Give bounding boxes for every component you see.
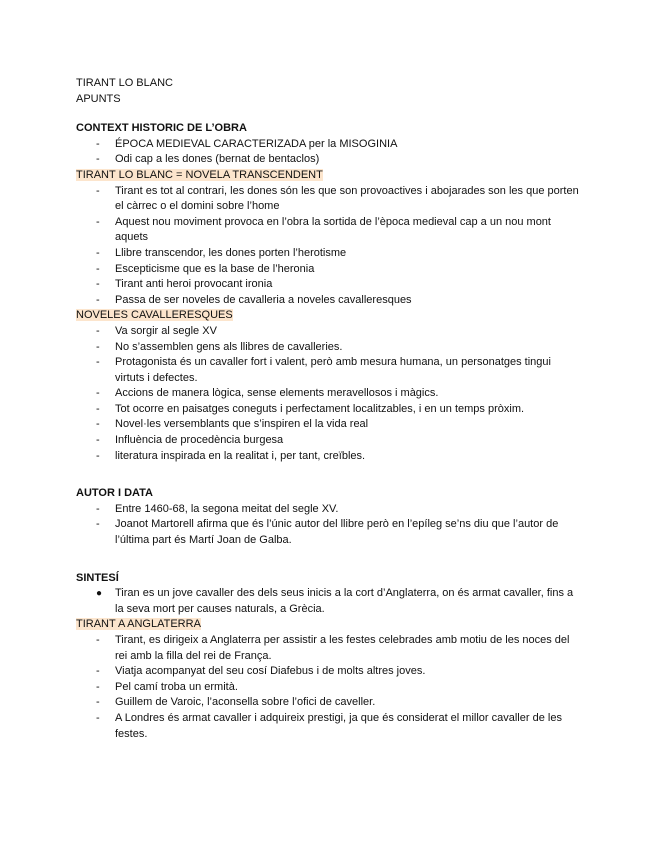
highlight-label-cavalleresques: NOVELES CAVALLERESQUES [76, 309, 233, 322]
dash-bullet-icon: - [96, 215, 100, 228]
dash-bullet-icon: - [96, 634, 100, 646]
list-item: - Pel camí troba un ermità. [76, 680, 581, 696]
list-context [76, 137, 581, 168]
list-autor [76, 502, 581, 549]
list-item: - Entre 1460-68, la segona meitat del segle XV. [76, 502, 581, 518]
list-cavalleresques [76, 324, 581, 464]
dash-bullet-icon: - [96, 434, 100, 447]
list-item: - Aquest nou moviment provoca en l’obra la sortida de l’època medieval cap a un nou mont aquets [96, 215, 551, 244]
section-heading-autor: AUTOR I DATA [76, 487, 153, 500]
list-anglaterra [76, 633, 581, 742]
spacer [76, 464, 581, 478]
list-item: - Novel·les versemblants que s’inspiren el la vida real [76, 417, 581, 433]
list-item: - A Londres és armat cavaller i adquireix prestigi, ja que és considerat el millor cavaller de les festes. [96, 711, 562, 740]
dash-bullet-icon: - [96, 711, 100, 724]
highlight-label-anglaterra: TIRANT A ANGLATERRA [76, 618, 201, 631]
list-item: - literatura inspirada en la realitat i, per tant, creïbles. [76, 449, 581, 465]
dash-bullet-icon: - [96, 184, 100, 197]
dash-bullet-icon: - [96, 449, 100, 462]
list-sintesi [76, 586, 581, 617]
document-body [76, 76, 581, 742]
dot-bullet-icon: ● [96, 588, 103, 600]
highlight-label-transcendent: TIRANT LO BLANC = NOVELA TRANSCENDENT [76, 168, 323, 181]
list-item: - Tirant, es dirigeix a Anglaterra per assistir a les festes celebrades amb motiu de les noces del rei amb la filla del rei de França. [96, 634, 570, 662]
section-heading-sintesi: SINTESÍ [76, 571, 119, 584]
section-heading-context: CONTEXT HISTORIC DE L’OBRA [76, 122, 247, 135]
list-item: - Tirant es tot al contrari, les dones són les que son provoactives i abojarades son les que porten el càrrec o el domini sobre l’home [96, 184, 579, 213]
dash-bullet-icon: - [96, 356, 100, 369]
dash-bullet-icon: - [96, 137, 100, 150]
dash-bullet-icon: - [96, 324, 100, 337]
list-item: - Guillem de Varoic, l’aconsella sobre l’ofici de caveller. [76, 695, 581, 711]
dash-bullet-icon: - [96, 402, 100, 415]
list-item: - Passa de ser noveles de cavalleria a noveles cavalleresques [76, 293, 581, 309]
dash-bullet-icon: - [96, 293, 100, 306]
dash-bullet-icon: - [96, 665, 100, 678]
dash-bullet-icon: - [96, 246, 100, 259]
list-item: - No s’assemblen gens als llibres de cavalleries. [76, 340, 581, 356]
spacer [76, 549, 581, 563]
dash-bullet-icon: - [96, 518, 100, 531]
list-item: - Tot ocorre en paisatges coneguts i perfectament localitzables, i en un temps pròxim. [76, 402, 581, 418]
list-item: - Viatja acompanyat del seu cosí Diafebus i de molts altres joves. [76, 664, 581, 680]
list-item: - Tirant anti heroi provocant ironia [76, 277, 581, 293]
list-item: ● Tiran es un jove cavaller des dels seus inicis a la cort d’Anglaterra, on és armat cavaller, fins a la seva mort per causes naturals, a Grècia. [96, 587, 574, 615]
list-item: - Joanot Martorell afirma que és l’únic autor del llibre però en l’epíleg se’ns diu que l’autor de l’última part és Martí Joan de Galba. [96, 518, 559, 547]
doc-title: TIRANT LO BLANC [76, 77, 173, 89]
list-item: - Accions de manera lògica, sense elements meravellosos i màgics. [76, 386, 581, 402]
dash-bullet-icon: - [96, 340, 100, 353]
list-item: - Va sorgir al segle XV [76, 324, 581, 340]
list-item: - Influència de procedència burgesa [76, 433, 581, 449]
dash-bullet-icon: - [96, 418, 100, 431]
dash-bullet-icon: - [96, 278, 100, 291]
dash-bullet-icon: - [96, 153, 100, 166]
list-item: - Escepticisme que es la base de l’heronia [76, 262, 581, 278]
dash-bullet-icon: - [96, 387, 100, 400]
list-item: - ÉPOCA MEDIEVAL CARACTERIZADA per la MISOGINIA [76, 137, 581, 153]
dash-bullet-icon: - [96, 502, 100, 515]
dash-bullet-icon: - [96, 696, 100, 709]
dash-bullet-icon: - [96, 262, 100, 275]
dash-bullet-icon: - [96, 680, 100, 693]
list-item: - Odi cap a les dones (bernat de bentaclos) [76, 152, 581, 168]
list-transcendent [76, 184, 581, 309]
doc-subtitle: APUNTS [76, 92, 121, 105]
list-item: - Protagonista és un cavaller fort i valent, però amb mesura humana, un personatges tingui virtuts i defectes. [96, 356, 551, 384]
list-item: - Llibre transcendor, les dones porten l’herotisme [76, 246, 581, 262]
